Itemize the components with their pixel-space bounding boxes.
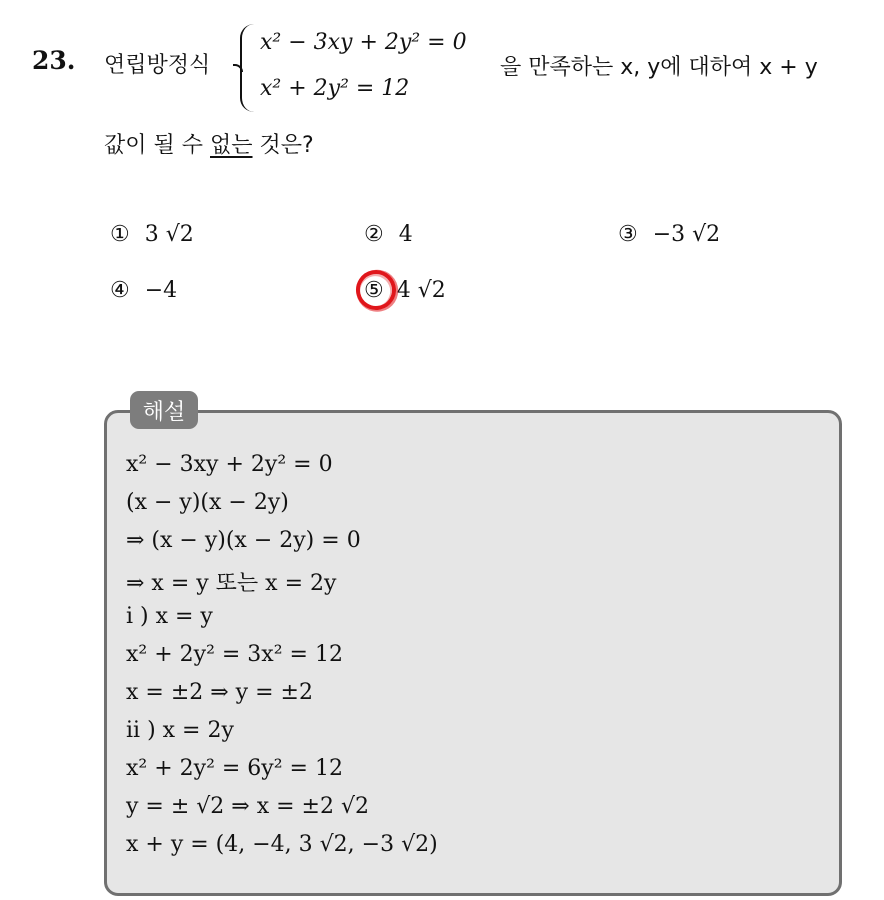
question-line-2-end: 것은? — [252, 133, 314, 158]
option-marker: ④ — [110, 278, 130, 303]
solution-line-11: x + y = (4, −4, 3 √2, −3 √2) — [126, 832, 438, 857]
answer-circle-mark — [352, 266, 399, 313]
option-text: 4 — [398, 222, 413, 247]
option-4[interactable] — [110, 278, 177, 303]
option-marker: ① — [110, 222, 130, 247]
solution-line-3: ⇒ (x − y)(x − 2y) = 0 — [126, 528, 361, 553]
system-brace — [240, 24, 256, 112]
underlined-word: 없는 — [210, 133, 253, 158]
system-equation-2: x² + 2y² = 12 — [260, 76, 410, 101]
option-2[interactable] — [364, 222, 413, 247]
option-marker: ② — [364, 222, 384, 247]
solution-line-5: i ) x = y — [126, 604, 213, 629]
question-condition: 을 만족하는 x, y에 대하여 x + y — [500, 55, 818, 80]
solution-line-10: y = ± √2 ⇒ x = ±2 √2 — [126, 794, 369, 819]
question-line-2 — [104, 128, 314, 159]
question-number: 23. — [32, 46, 76, 75]
solution-line-6: x² + 2y² = 3x² = 12 — [126, 642, 343, 667]
option-text: −4 — [144, 278, 178, 303]
option-marker: ③ — [618, 222, 638, 247]
option-3[interactable] — [618, 222, 720, 247]
solution-line-1: x² − 3xy + 2y² = 0 — [126, 452, 333, 477]
option-1[interactable] — [110, 222, 194, 247]
system-equation-1: x² − 3xy + 2y² = 0 — [260, 30, 467, 55]
solution-tab: 해설 — [130, 391, 198, 429]
option-text: 4 √2 — [396, 278, 446, 303]
option-marker: ⑤ — [364, 278, 384, 303]
solution-line-9: x² + 2y² = 6y² = 12 — [126, 756, 343, 781]
solution-line-8: ii ) x = 2y — [126, 718, 234, 743]
question-intro: 연립방정식 — [104, 53, 211, 78]
question-line-2-start: 값이 될 수 — [104, 133, 210, 158]
solution-line-2: (x − y)(x − 2y) — [126, 490, 289, 515]
option-text: 3 √2 — [144, 222, 194, 247]
option-text: −3 √2 — [652, 222, 721, 247]
solution-line-4: ⇒ x = y 또는 x = 2y — [126, 571, 337, 596]
solution-line-7: x = ±2 ⇒ y = ±2 — [126, 680, 313, 705]
